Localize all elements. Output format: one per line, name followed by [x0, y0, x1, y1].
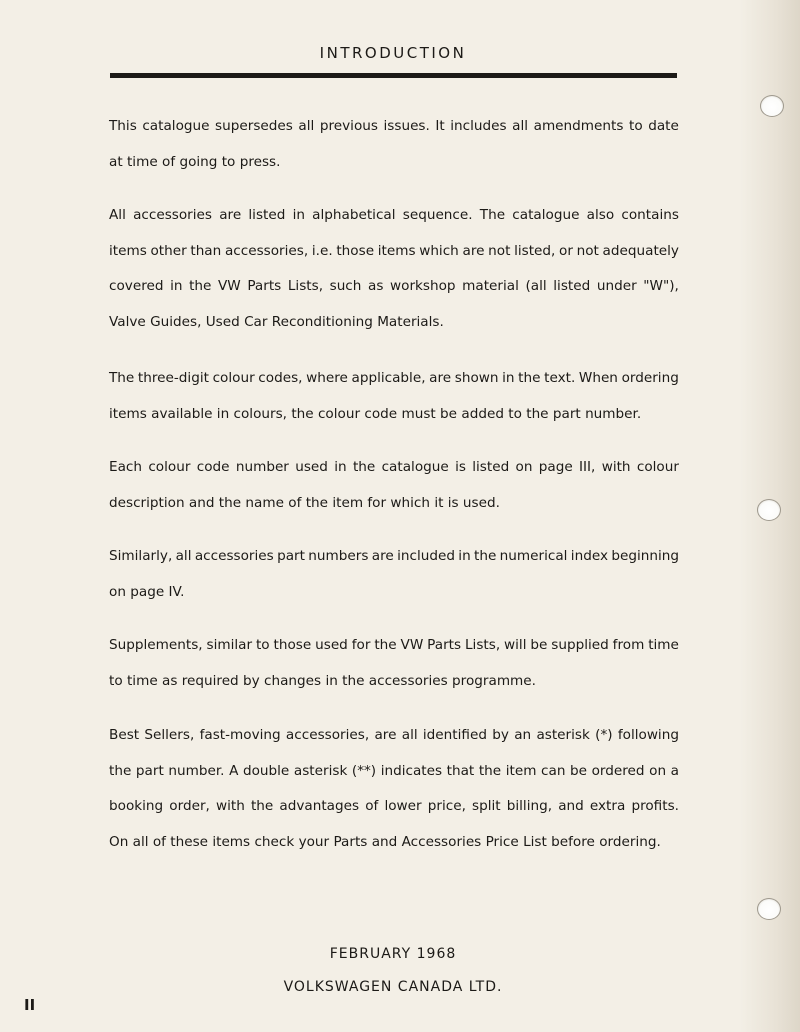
- paragraph-line: at time of going to press.: [109, 153, 281, 170]
- footer-company: VOLKSWAGEN CANADA LTD.: [283, 979, 503, 995]
- paragraph-line: All accessories are listed in alphabetical sequence. The catalogue also contains: [109, 207, 679, 223]
- paragraph-line: Similarly, all accessories part numbers are included in the numerical index beginning: [109, 548, 679, 564]
- paragraph-line: items other than accessories, i.e. those items which are not listed, or not adequately: [109, 242, 679, 259]
- binder-hole-bottom: [757, 898, 781, 920]
- paragraph-line: covered in the VW Parts Lists, such as workshop material (all listed under "W"),: [109, 278, 679, 294]
- paragraph-line: booking order, with the advantages of lower price, split billing, and extra profits.: [109, 798, 679, 814]
- page-number: II: [24, 996, 36, 1014]
- paragraph-line: items available in colours, the colour code must be added to the part number.: [109, 405, 642, 422]
- paragraph-line: on page IV.: [109, 583, 185, 600]
- paragraph-line: description and the name of the item for which it is used.: [109, 494, 500, 511]
- paragraph-line: Supplements, similar to those used for the VW Parts Lists, will be supplied from time: [109, 637, 679, 653]
- paragraph-line: Valve Guides, Used Car Reconditioning Materials.: [109, 313, 444, 330]
- title-rule: [110, 73, 677, 78]
- paragraph-line: Each colour code number used in the catalogue is listed on page III, with colour: [109, 459, 679, 475]
- binder-hole-middle: [757, 499, 781, 521]
- binder-hole-top: [760, 95, 784, 117]
- footer-date: FEBRUARY 1968: [329, 946, 457, 962]
- page-title: INTRODUCTION: [319, 44, 467, 62]
- paragraph-line: Best Sellers, fast-moving accessories, are all identified by an asterisk (*) following: [109, 727, 679, 743]
- paragraph-line: On all of these items check your Parts and Accessories Price List before ordering.: [109, 833, 661, 850]
- paragraph-line: the part number. A double asterisk (**) indicates that the item can be ordered on a: [109, 762, 679, 779]
- paragraph-line: to time as required by changes in the accessories programme.: [109, 672, 536, 689]
- paragraph-line: The three-digit colour codes, where applicable, are shown in the text. When ordering: [109, 370, 679, 386]
- paragraph-line: This catalogue supersedes all previous issues. It includes all amendments to date: [109, 118, 679, 134]
